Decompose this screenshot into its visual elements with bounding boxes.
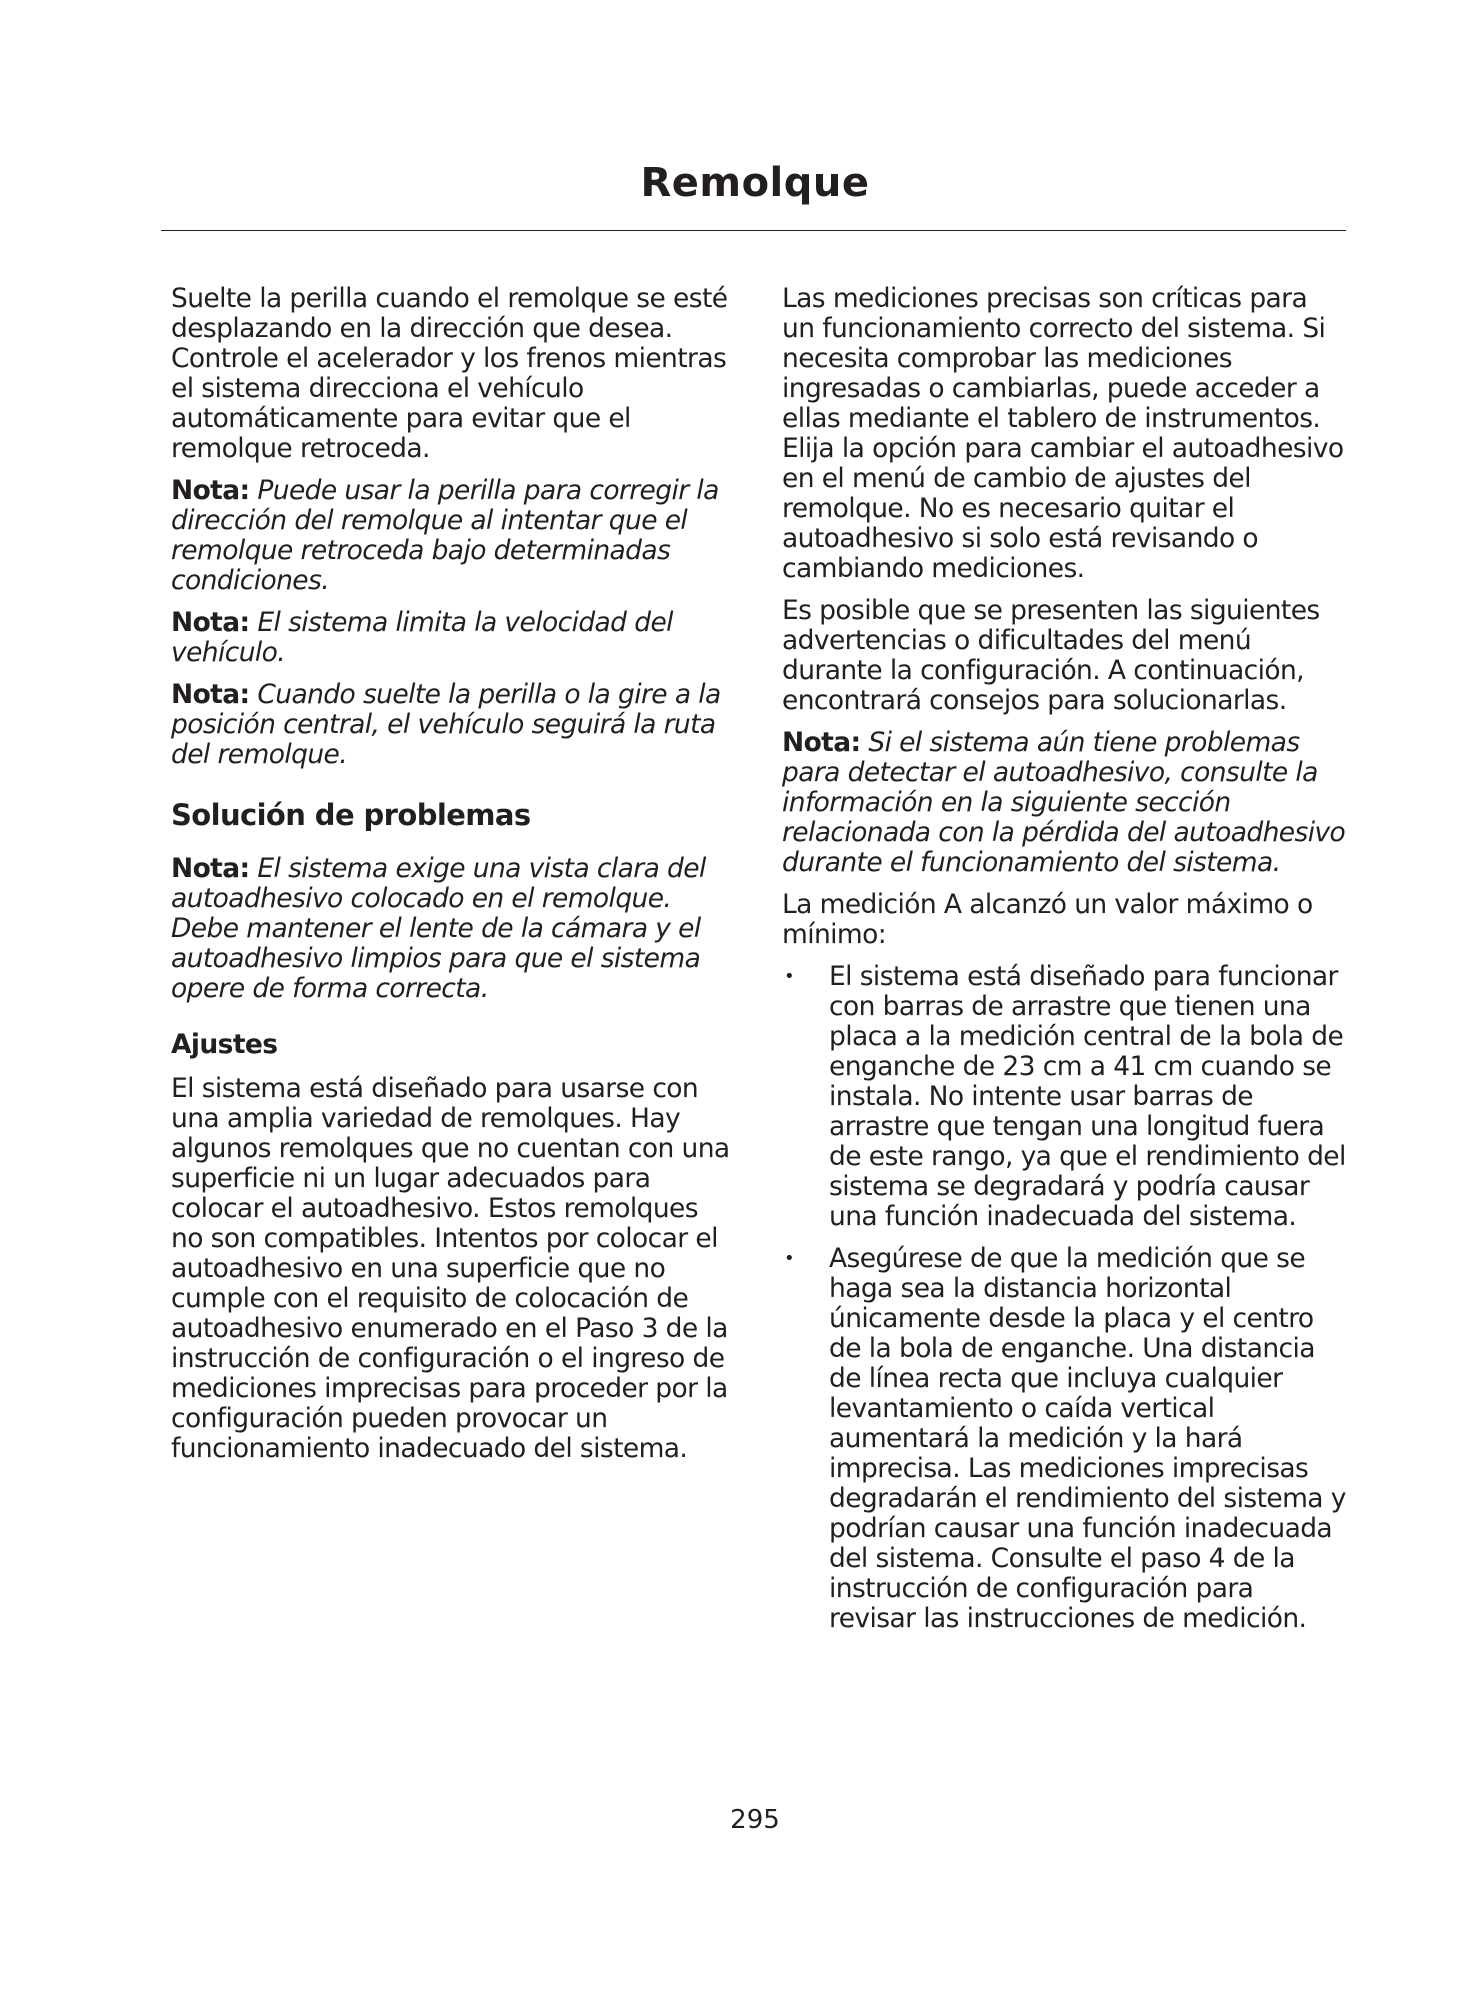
note-text: El sistema limita la velocidad del vehículo. xyxy=(171,607,673,668)
bullet-icon: • xyxy=(784,1248,795,1269)
measurements-paragraph: Las mediciones precisas son críticas para un funcionamiento correcto del sistema. Si necesita comprobar las mediciones ingresadas o cambiarlas, puede acceder a ellas mediante el tablero de instrumentos. Elija la opción para cambiar el autoadhesivo en el menú de cambio de ajustes del remolque. No es necesario quitar el autoadhesivo si solo está revisando o cambiando mediciones. xyxy=(782,283,1344,584)
bullet-icon: • xyxy=(784,966,795,987)
note-text: El sistema exige una vista clara del autoadhesivo colocado en el remolque. Debe mantener el lente de la cámara y el autoadhesivo limpios para que el sistema opere de forma correcta. xyxy=(171,853,706,1004)
left-column xyxy=(171,284,731,1476)
note-label: Nota: xyxy=(171,607,250,638)
subsection-heading-settings: Ajustes xyxy=(171,1029,278,1060)
page-title: Remolque xyxy=(640,160,870,206)
note-label: Nota: xyxy=(171,475,250,506)
note-label: Nota: xyxy=(171,853,250,884)
note-detection-problems xyxy=(782,728,1347,878)
list-item xyxy=(782,962,1347,1232)
note-text: Cuando suelte la perilla o la gire a la posición central, el vehículo seguirá la ruta del remolque. xyxy=(171,679,721,770)
note-label: Nota: xyxy=(782,727,861,758)
title-divider xyxy=(161,230,1346,231)
intro-paragraph: Suelte la perilla cuando el remolque se esté desplazando en la dirección que desea. Controle el acelerador y los frenos mientras el sistema direcciona el vehículo automáticamente para evitar que el remolque retroceda. xyxy=(171,283,728,464)
measurement-a-paragraph: La medición A alcanzó un valor máximo o mínimo: xyxy=(782,889,1313,950)
warnings-paragraph: Es posible que se presenten las siguientes advertencias o dificultades del menú durante la configuración. A continuación, encontrará consejos para solucionarlas. xyxy=(782,595,1320,716)
page-number: 295 xyxy=(730,1805,780,1835)
note-knob-correction xyxy=(171,476,731,596)
note-label: Nota: xyxy=(171,679,250,710)
list-item-text: Asegúrese de que la medición que se haga sea la distancia horizontal únicamente desde la placa y el centro de la bola de enganche. Una distancia de línea recta que incluya cualquier levantamiento o caída vertical aumentará la medición y la hará imprecisa. Las mediciones imprecisas degradarán el rendimiento del sistema y podrían causar una función inadecuada del sistema. Consulte el paso 4 de la instrucción de configuración para revisar las instrucciones de medición. xyxy=(829,1243,1346,1634)
right-column xyxy=(782,284,1347,1646)
note-speed-limit xyxy=(171,608,731,668)
list-item xyxy=(782,1244,1347,1634)
note-text: Puede usar la perilla para corregir la dirección del remolque al intentar que el remolque retroceda bajo determinadas condiciones. xyxy=(171,475,719,596)
list-item-text: El sistema está diseñado para funcionar con barras de arrastre que tienen una placa a la medición central de la bola de enganche de 23 cm a 41 cm cuando se instala. No intente usar barras de arrastre que tengan una longitud fuera de este rango, ya que el rendimiento del sistema se degradará y podría causar una función inadecuada del sistema. xyxy=(829,961,1346,1232)
bullet-list xyxy=(782,962,1347,1634)
note-clear-view xyxy=(171,854,731,1004)
note-text: Si el sistema aún tiene problemas para detectar el autoadhesivo, consulte la información en la siguiente sección relacionada con la pérdida del autoadhesivo durante el funcionamiento del sistema. xyxy=(782,727,1346,878)
note-knob-release xyxy=(171,680,731,770)
settings-paragraph: El sistema está diseñado para usarse con una amplia variedad de remolques. Hay algunos remolques que no cuentan con una superficie ni un lugar adecuados para colocar el autoadhesivo. Estos remolques no son compatibles. Intentos por colocar el autoadhesivo en una superficie que no cumple con el requisito de colocación de autoadhesivo enumerado en el Paso 3 de la instrucción de configuración o el ingreso de mediciones imprecisas para proceder por la configuración pueden provocar un funcionamiento inadecuado del sistema. xyxy=(171,1073,730,1464)
section-heading-troubleshooting: Solución de problemas xyxy=(171,798,531,832)
